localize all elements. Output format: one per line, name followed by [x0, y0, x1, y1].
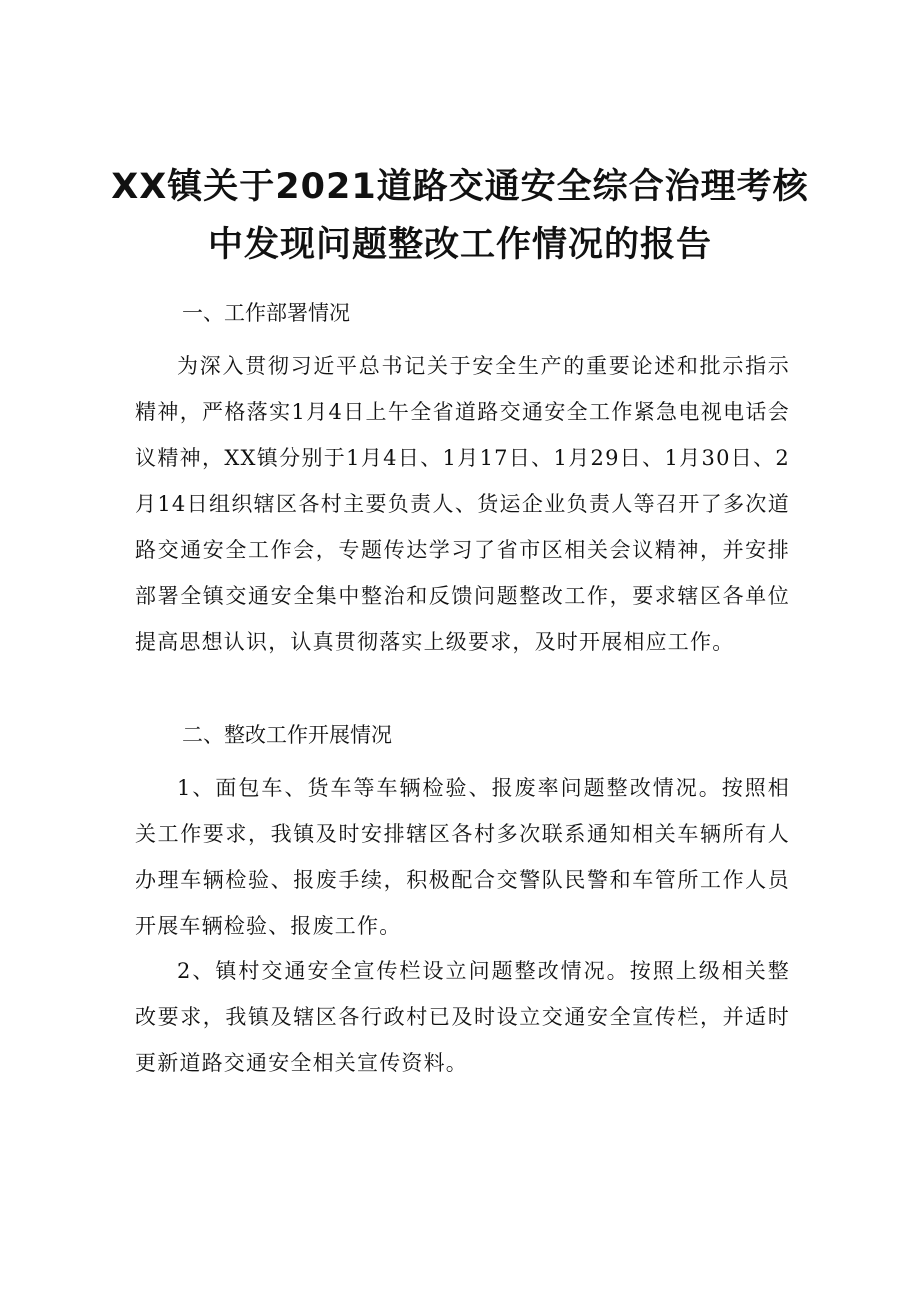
document-title-line-2: 中发现问题整改工作情况的报告	[207, 225, 712, 265]
section-2-paragraph-1: 1、面包车、货车等车辆检验、报废率问题整改情况。按照相关工作要求，我镇及时安排辖区各村多次联系通知相关车辆所有人办理车辆检验、报废手续，积极配合交警队民警和车管所工作人员开展车辆检验、报废工作。	[135, 776, 790, 938]
section-2-paragraph-2: 2、镇村交通安全宣传栏设立问题整改情况。按照上级相关整改要求，我镇及辖区各行政村已及时设立交通安全宣传栏，并适时更新道路交通安全相关宣传资料。	[135, 959, 790, 1075]
section-2-heading: 二、整改工作开展情况	[182, 723, 392, 747]
section-1-paragraph: 为深入贯彻习近平总书记关于安全生产的重要论述和批示指示精神，严格落实1月4日上午全省道路交通安全工作紧急电视电话会议精神，XX镇分别于1月4日、1月17日、1月29日、1月30日、2月14日组织辖区各村主要负责人、货运企业负责人等召开了多次道路交通安全工作会，专题传达学习了省市区相关会议精神，并安排部署全镇交通安全集中整治和反馈问题整改工作，要求辖区各单位提高思想认识，认真贯彻落实上级要求，及时开展相应工作。	[135, 354, 790, 654]
document-title-line-1: XX镇关于2021道路交通安全综合治理考核	[111, 167, 809, 207]
section-1-heading: 一、工作部署情况	[182, 301, 350, 325]
